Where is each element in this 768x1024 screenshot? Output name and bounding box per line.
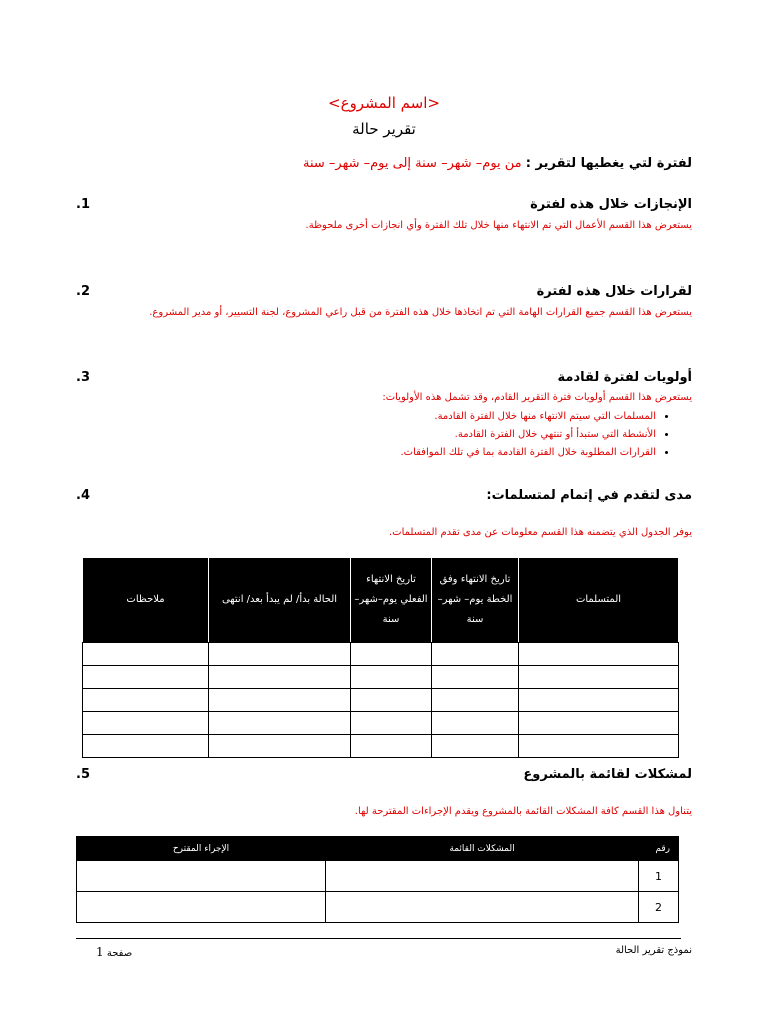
section-1-heading [76, 197, 692, 212]
report-title: تقرير حالة [352, 120, 416, 138]
table-cell[interactable] [77, 861, 326, 892]
period-label: لفترة لتي يغطيها لتقرير : [525, 156, 692, 171]
table-row [83, 643, 679, 666]
table-cell[interactable] [351, 666, 432, 689]
table-cell[interactable] [519, 666, 679, 689]
section-4-heading [76, 488, 692, 503]
section-5-heading [76, 767, 692, 782]
footer-page [96, 945, 132, 959]
section-title: لمشكلات لقائمة بالمشروع [523, 767, 692, 782]
table-cell[interactable] [432, 689, 519, 712]
col-action: الإجراء المقترح [77, 837, 326, 861]
col-notes: ملاحظات [83, 558, 209, 643]
table-cell[interactable] [432, 666, 519, 689]
table-cell[interactable] [77, 892, 326, 923]
table-cell[interactable] [326, 861, 639, 892]
report-period [303, 156, 692, 171]
list-item: • المسلمات التي سيتم الانتهاء منها خلال الفترة القادمة. [400, 411, 656, 422]
project-name: <اسم المشروع> [328, 94, 440, 112]
table-cell[interactable] [432, 643, 519, 666]
list-item: • الأنشطة التي ستبدأ أو تنتهي خلال الفترة القادمة. [400, 429, 656, 440]
section-number: .2 [76, 284, 90, 299]
table-cell[interactable] [519, 689, 679, 712]
table-row [83, 712, 679, 735]
footer-divider [76, 938, 681, 939]
section-number: .4 [76, 488, 90, 503]
table-cell[interactable] [351, 643, 432, 666]
section-4-description: يوفر الجدول الذي يتضمنه هذا القسم معلومات عن مدى تقدم المتسلمات. [389, 527, 692, 538]
footer-doc-name: نموذج تقرير الحالة [615, 945, 692, 956]
row-number: 2 [639, 892, 679, 923]
table-row [83, 689, 679, 712]
table-cell[interactable] [83, 689, 209, 712]
section-number: .3 [76, 370, 90, 385]
deliverables-table [82, 557, 679, 758]
section-title: مدى لتقدم في إتمام لمتسلمات: [486, 488, 692, 503]
section-title: أولويات لفترة لقادمة [557, 370, 692, 385]
table-cell[interactable] [83, 666, 209, 689]
table-cell[interactable] [351, 712, 432, 735]
page-label: صفحة [106, 948, 133, 959]
section-3-heading [76, 370, 692, 385]
table-row [83, 666, 679, 689]
section-5-description: يتناول هذا القسم كافة المشكلات القائمة بالمشروع ويقدم الإجراءات المقترحة لها. [354, 806, 692, 817]
section-number: .1 [76, 197, 90, 212]
priorities-list [400, 411, 672, 465]
section-number: .5 [76, 767, 90, 782]
table-cell[interactable] [83, 712, 209, 735]
table-cell[interactable] [519, 643, 679, 666]
table-cell[interactable] [326, 892, 639, 923]
section-title: الإنجازات خلال هذه لفترة [530, 197, 692, 212]
table-cell[interactable] [432, 735, 519, 758]
table-cell[interactable] [209, 735, 351, 758]
page-number: 1 [96, 945, 104, 959]
col-number: رقم [639, 837, 679, 861]
row-number: 1 [639, 861, 679, 892]
col-actual-date: تاريخ الانتهاء الفعلي يوم–شهر–سنة [351, 558, 432, 643]
section-3-description: يستعرض هذا القسم أولويات فترة التقرير القادم، وقد تشمل هذه الأولويات: [382, 392, 692, 403]
table-cell[interactable] [519, 712, 679, 735]
col-status: الحالة بدأ/ لم يبدأ بعد/ انتهى [209, 558, 351, 643]
table-row [77, 892, 679, 923]
period-value: من يوم– شهر– سنة إلى يوم– شهر– سنة [303, 156, 522, 171]
section-1-description: يستعرض هذا القسم الأعمال التي تم الانتهاء منها خلال تلك الفترة وأي انجازات أخرى ملحوظة. [305, 220, 692, 231]
table-cell[interactable] [209, 689, 351, 712]
section-2-description: يستعرض هذا القسم جميع القرارات الهامة التي تم اتخاذها خلال هذه الفترة من قبل راعي المشروع، لجنة التسيير، أو مدير المشروع. [149, 307, 692, 318]
table-row [77, 861, 679, 892]
section-2-heading [76, 284, 692, 299]
section-title: لقرارات خلال هذه لفترة [536, 284, 692, 299]
table-cell[interactable] [351, 689, 432, 712]
table-cell[interactable] [83, 735, 209, 758]
table-cell[interactable] [209, 666, 351, 689]
issues-table [76, 836, 679, 923]
table-cell[interactable] [83, 643, 209, 666]
table-row [83, 735, 679, 758]
table-cell[interactable] [351, 735, 432, 758]
col-deliverables: المتسلمات [519, 558, 679, 643]
list-item: • القرارات المطلوبة خلال الفترة القادمة بما في تلك الموافقات. [400, 447, 656, 458]
table-cell[interactable] [209, 643, 351, 666]
table-cell[interactable] [209, 712, 351, 735]
table-cell[interactable] [519, 735, 679, 758]
col-issues: المشكلات القائمة [326, 837, 639, 861]
table-cell[interactable] [432, 712, 519, 735]
col-planned-date: تاريخ الانتهاء وفق الخطة يوم– شهر– سنة [432, 558, 519, 643]
